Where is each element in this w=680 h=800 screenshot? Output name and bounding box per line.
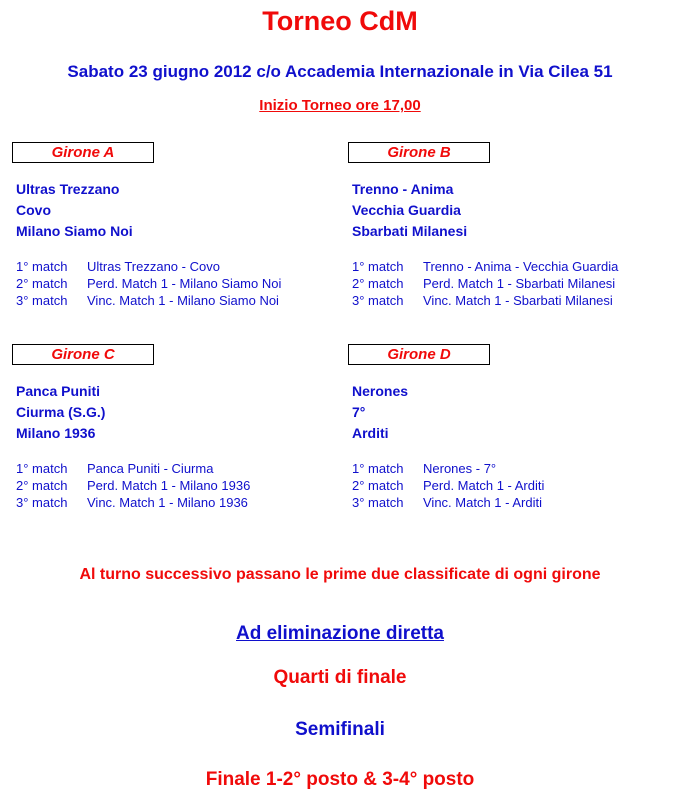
match-label: 3° match: [352, 293, 404, 308]
group-d: [348, 344, 668, 534]
match-row: [16, 259, 220, 274]
team-name: Panca Puniti: [16, 383, 101, 399]
match-label: 2° match: [352, 276, 404, 291]
match-text: Nerones - 7°: [423, 461, 497, 476]
match-label: 1° match: [16, 461, 68, 476]
match-text: Perd. Match 1 - Milano 1936: [87, 478, 251, 493]
match-text: Vinc. Match 1 - Milano 1936: [87, 495, 248, 510]
team-name: Nerones: [352, 383, 409, 399]
match-row: [16, 461, 213, 476]
match-label: 3° match: [16, 495, 68, 510]
match-text: Perd. Match 1 - Milano Siamo Noi: [87, 276, 282, 291]
match-label: 3° match: [16, 293, 68, 308]
match-text: Perd. Match 1 - Arditi: [423, 478, 545, 493]
quarter-finals-heading: Quarti di finale: [273, 667, 407, 688]
match-row: [352, 259, 618, 274]
match-row: [16, 495, 248, 510]
team-name: Sbarbati Milanesi: [352, 223, 468, 239]
knockout-heading: Ad eliminazione diretta: [236, 623, 444, 644]
match-text: Ultras Trezzano - Covo: [87, 259, 220, 274]
match-row: [352, 495, 542, 510]
match-text: Perd. Match 1 - Sbarbati Milanesi: [423, 276, 616, 291]
event-subtitle: Sabato 23 giugno 2012 c/o Accademia Internazionale in Via Cilea 51: [67, 62, 613, 81]
match-row: [16, 478, 250, 493]
match-text: Vinc. Match 1 - Milano Siamo Noi: [87, 293, 279, 308]
match-label: 1° match: [16, 259, 68, 274]
group-header: Girone B: [348, 142, 490, 163]
team-name: Covo: [16, 202, 51, 218]
start-time: Inizio Torneo ore 17,00: [259, 97, 421, 114]
team-name: Ultras Trezzano: [16, 181, 120, 197]
group-header: Girone D: [348, 344, 490, 365]
advance-note: Al turno successivo passano le prime due classificate di ogni girone: [79, 566, 601, 583]
match-label: 1° match: [352, 259, 404, 274]
group-c: [12, 344, 332, 534]
match-text: Panca Puniti - Ciurma: [87, 461, 214, 476]
team-name: Milano Siamo Noi: [16, 223, 133, 239]
group-a: [12, 142, 332, 332]
match-label: 2° match: [16, 478, 68, 493]
match-text: Vinc. Match 1 - Arditi: [423, 495, 542, 510]
match-text: Vinc. Match 1 - Sbarbati Milanesi: [423, 293, 613, 308]
team-name: Milano 1936: [16, 425, 96, 441]
group-header: Girone A: [12, 142, 154, 163]
match-row: [352, 461, 496, 476]
match-row: [16, 276, 281, 291]
match-label: 3° match: [352, 495, 404, 510]
match-row: [16, 293, 279, 308]
match-row: [352, 293, 613, 308]
group-header: Girone C: [12, 344, 154, 365]
team-name: Vecchia Guardia: [352, 202, 461, 218]
team-name: 7°: [352, 404, 366, 420]
match-label: 1° match: [352, 461, 404, 476]
team-name: Ciurma (S.G.): [16, 404, 106, 420]
team-name: Trenno - Anima: [352, 181, 454, 197]
group-b: [348, 142, 668, 332]
match-row: [352, 276, 615, 291]
match-label: 2° match: [16, 276, 68, 291]
team-name: Arditi: [352, 425, 389, 441]
finals-heading: Finale 1-2° posto & 3-4° posto: [205, 769, 475, 790]
match-label: 2° match: [352, 478, 404, 493]
page-title: Torneo CdM: [262, 6, 418, 36]
match-row: [352, 478, 544, 493]
match-text: Trenno - Anima - Vecchia Guardia: [423, 259, 619, 274]
semi-finals-heading: Semifinali: [295, 719, 385, 740]
